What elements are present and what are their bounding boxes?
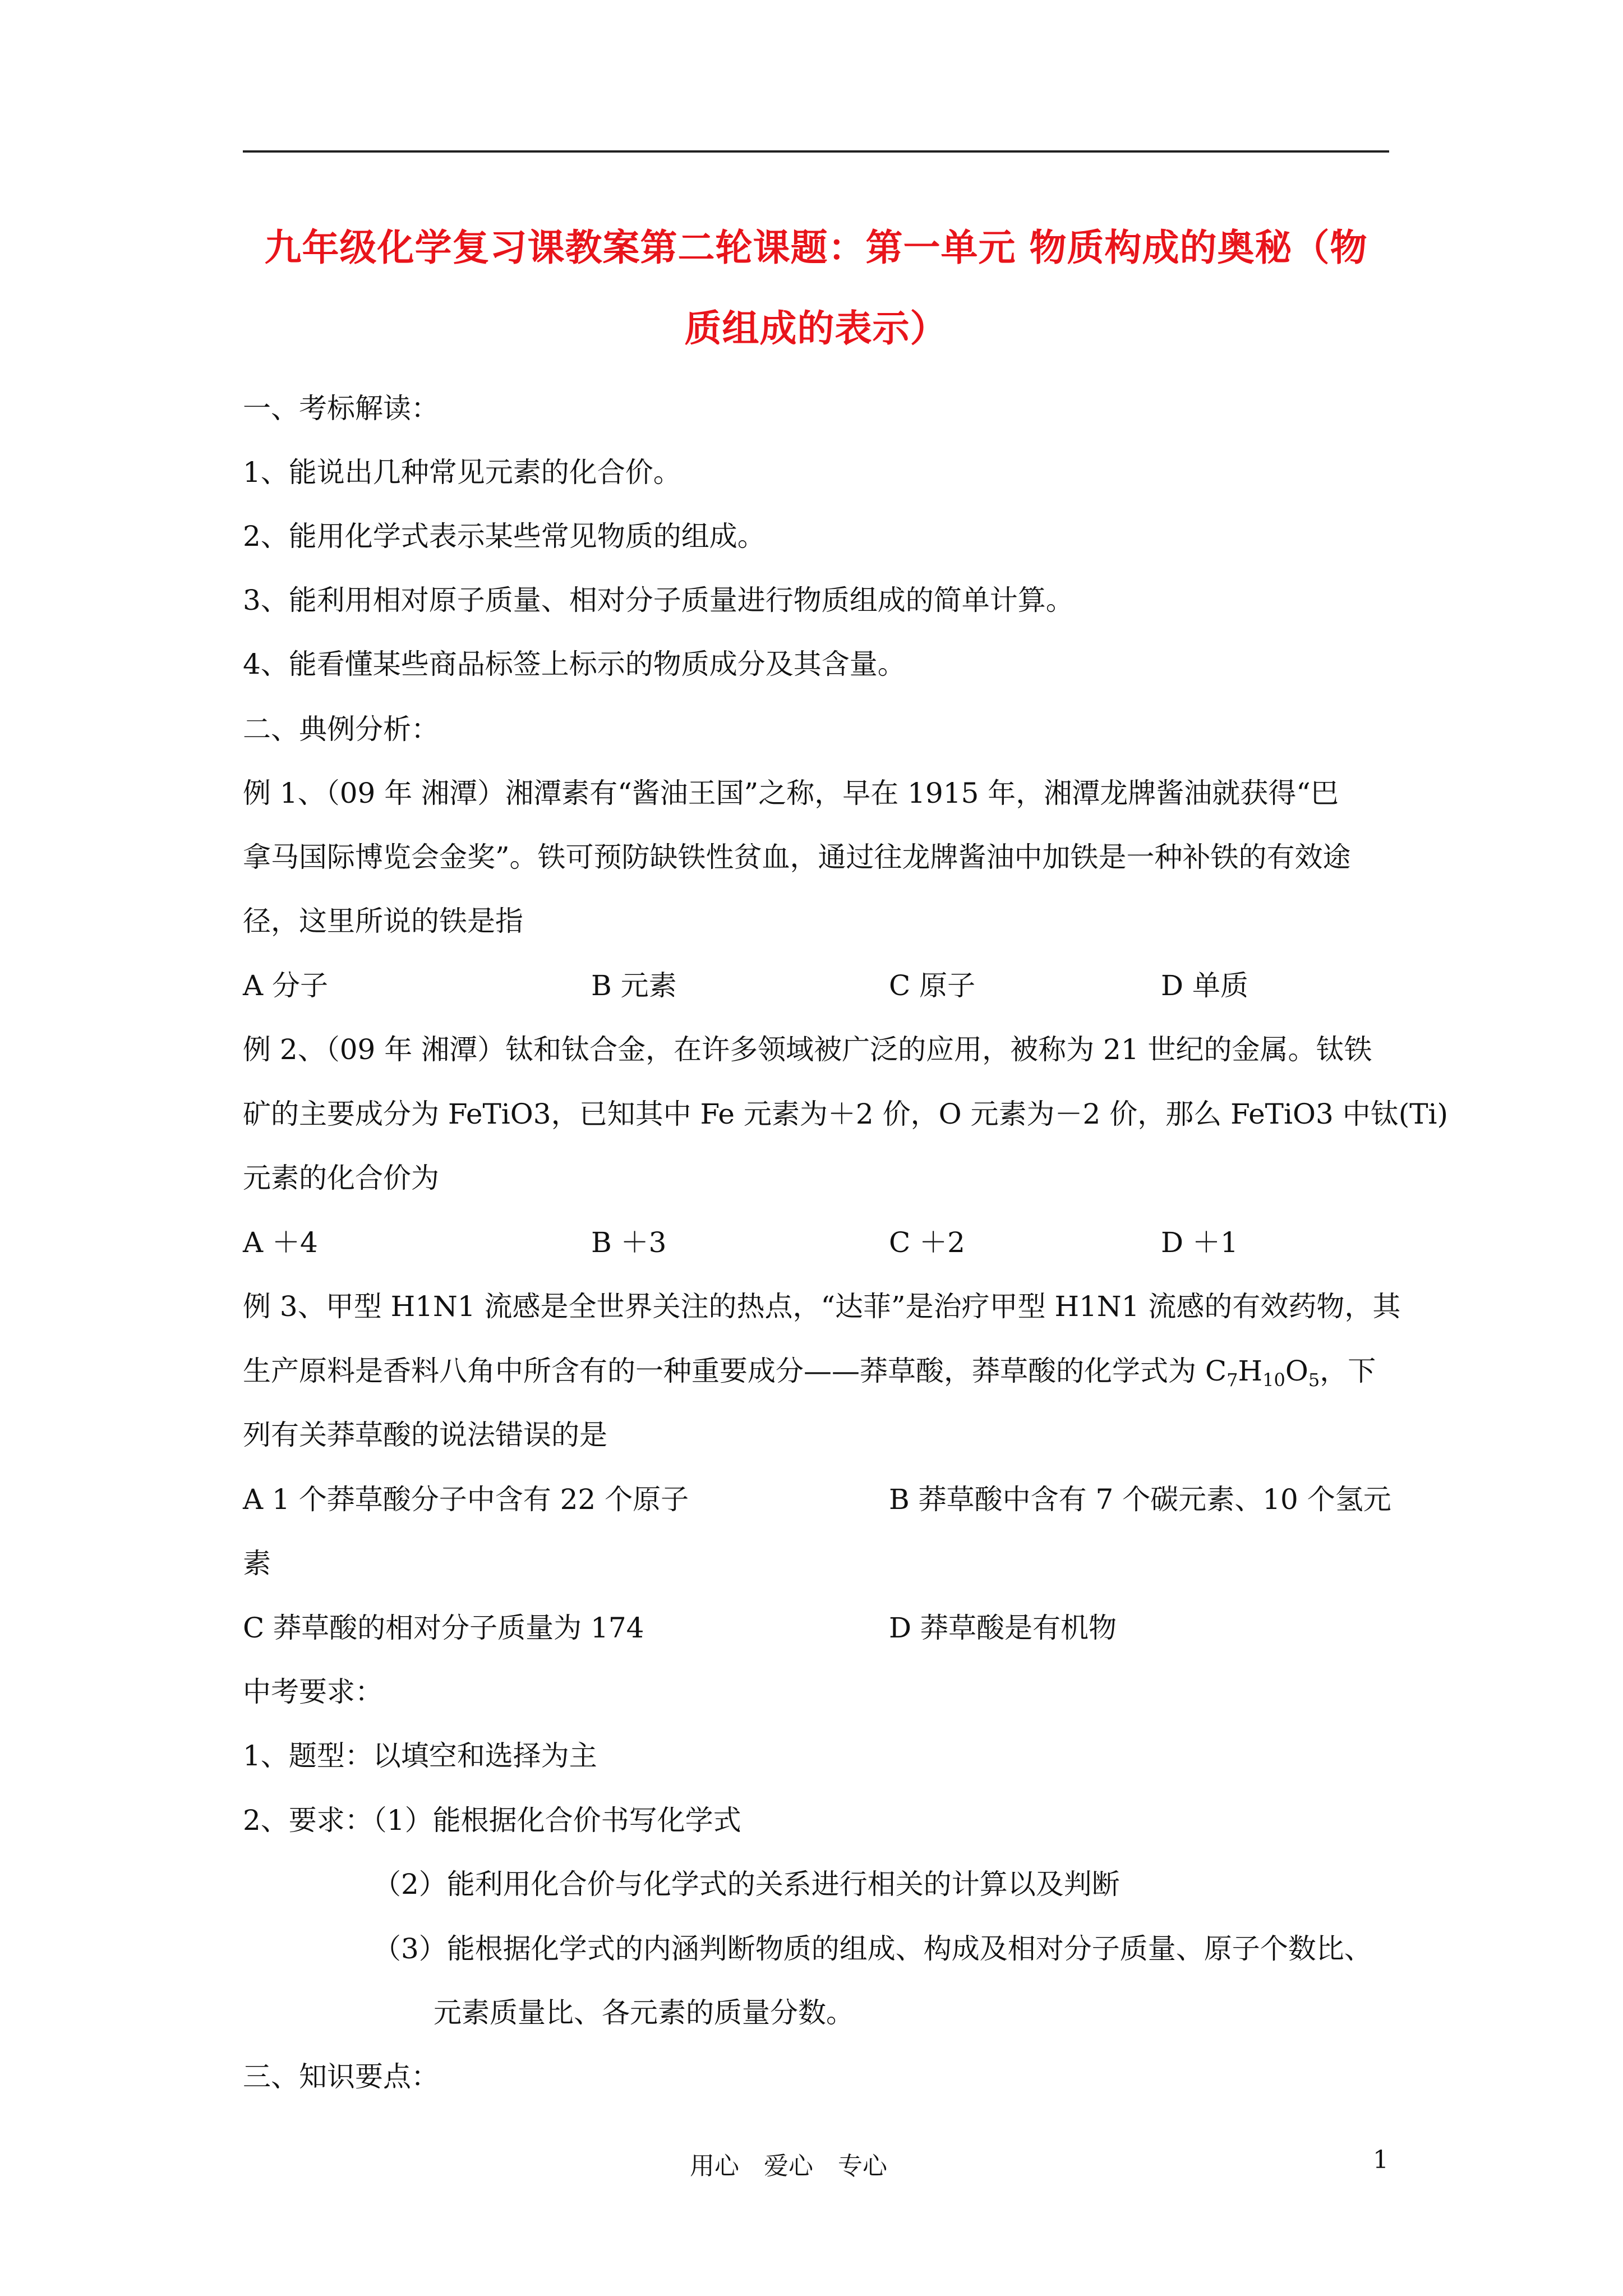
objective-2: 2、能用化学式表示某些常见物质的组成。 [243,520,766,553]
example-3-option-b-continued: 素 [243,1547,271,1580]
example-1-line-1: 例 1、（09 年 湘潭）湘潭素有“酱油王国”之称，早在 1915 年，湘潭龙牌酱油就获得“巴 [243,777,1339,809]
example-3-option-a: A 1 个莽草酸分子中含有 22 个原子 [243,1483,689,1516]
example-1-option-b: B 元素 [591,969,677,1002]
requirement-2-sub-3: （3）能根据化学式的内涵判断物质的组成、构成及相对分子质量、原子个数比、 [373,1932,1372,1965]
objective-3: 3、能利用相对原子质量、相对分子质量进行物质组成的简单计算。 [243,584,1074,616]
example-2-option-d: D ＋1 [1161,1226,1238,1259]
requirements-heading: 中考要求： [243,1676,383,1708]
example-3-option-b: B 莽草酸中含有 7 个碳元素、10 个氢元 [889,1483,1391,1516]
objective-4: 4、能看懂某些商品标签上标示的物质成分及其含量。 [243,648,906,680]
requirement-2: 2、要求：（1）能根据化合价书写化学式 [243,1804,741,1837]
page-title-line-1: 九年级化学复习课教案第二轮课题：第一单元 物质构成的奥秘（物 [264,226,1368,269]
example-3-option-d: D 莽草酸是有机物 [889,1612,1117,1644]
example-3-option-c: C 莽草酸的相对分子质量为 174 [243,1612,644,1644]
example-2-option-b: B ＋3 [591,1226,667,1259]
example-1-option-a: A 分子 [243,969,329,1002]
example-2-line-3: 元素的化合价为 [243,1162,439,1194]
section-2-heading: 二、典例分析： [243,713,439,746]
example-1-option-c: C 原子 [889,969,976,1002]
page-title-line-2: 质组成的表示） [684,307,948,350]
example-3-line-1: 例 3、甲型 H1N1 流感是全世界关注的热点，“达菲”是治疗甲型 H1N1 流感的有效药物，其 [243,1290,1401,1323]
requirement-1: 1、题型：以填空和选择为主 [243,1740,597,1772]
example-1-line-2: 拿马国际博览会金奖”。铁可预防缺铁性贫血，通过往龙牌酱油中加铁是一种补铁的有效途 [243,841,1351,873]
example-1-line-3: 径，这里所说的铁是指 [243,905,523,937]
requirement-2-sub-3-continued: 元素质量比、各元素的质量分数。 [434,1996,854,2029]
objective-1: 1、能说出几种常见元素的化合价。 [243,456,681,489]
section-3-heading: 三、知识要点： [243,2060,439,2093]
header-rule [243,150,1389,153]
requirement-2-sub-2: （2）能利用化合价与化学式的关系进行相关的计算以及判断 [373,1868,1120,1901]
example-2-option-c: C ＋2 [889,1226,965,1259]
example-1-option-d: D 单质 [1161,969,1248,1002]
section-1-heading: 一、考标解读： [243,392,439,425]
example-3-line-3: 列有关莽草酸的说法错误的是 [243,1419,607,1451]
example-3-line-2: 生产原料是香料八角中所含有的一种重要成分——莽草酸，莽草酸的化学式为 $C_7H_{10}O_5$，下 [243,1355,1376,1391]
example-2-line-1: 例 2、（09 年 湘潭）钛和钛合金，在许多领域被广泛的应用，被称为 21 世纪的金属。钛铁 [243,1033,1372,1066]
page-number: 1 [1373,2146,1389,2174]
example-2-option-a: A ＋4 [243,1226,318,1259]
footer-motto: 用心 爱心 专心 [690,2152,887,2180]
example-2-line-2: 矿的主要成分为 FeTiO3，已知其中 Fe 元素为＋2 价，O 元素为－2 价，那么 FeTiO3 中钛(Ti) [243,1098,1449,1130]
